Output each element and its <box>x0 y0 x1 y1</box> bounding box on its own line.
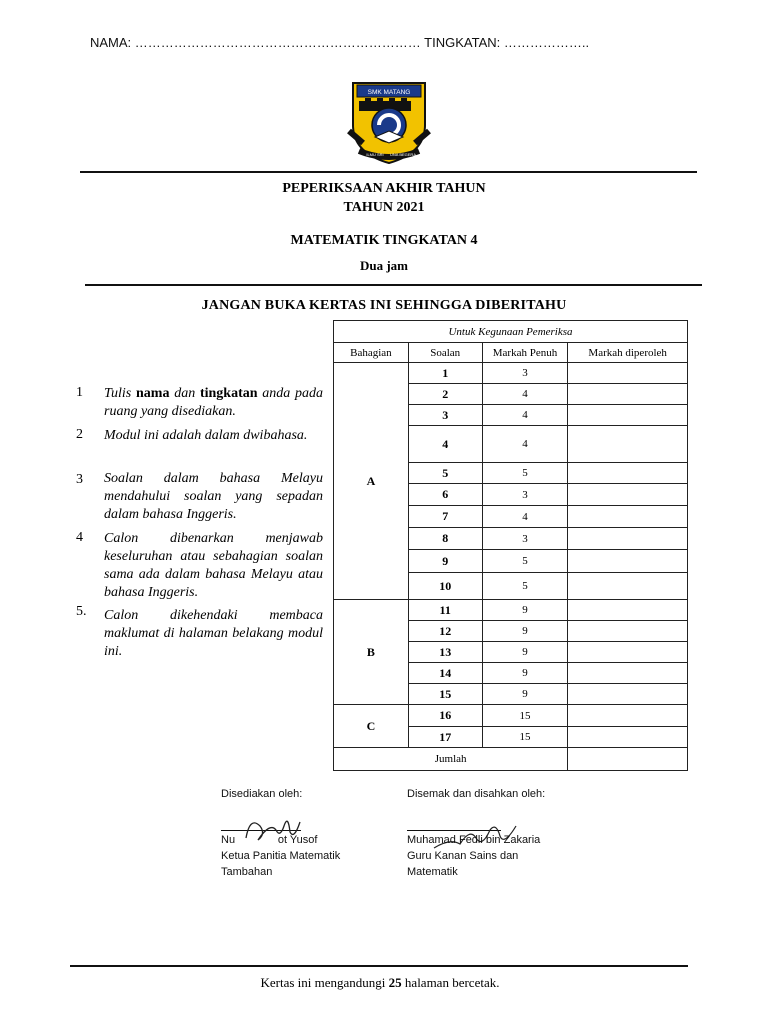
question-number: 14 <box>408 663 482 684</box>
question-number: 17 <box>408 727 482 748</box>
full-mark: 9 <box>482 684 568 705</box>
mark-obtained-cell[interactable] <box>568 506 688 528</box>
header-markah-diperoleh: Markah diperoleh <box>568 343 688 363</box>
mark-obtained-cell[interactable] <box>568 405 688 426</box>
instruction-2: Modul ini adalah dalam dwibahasa. <box>104 428 308 443</box>
full-mark: 4 <box>482 426 568 463</box>
instruction-1: Tulis nama dan tingkatan anda pada ruang yang disediakan. <box>104 386 324 419</box>
full-mark: 4 <box>482 384 568 405</box>
mark-obtained-cell[interactable] <box>568 550 688 573</box>
full-mark: 9 <box>482 642 568 663</box>
question-number: 2 <box>408 384 482 405</box>
preparer-role-cont: Tambahan <box>221 866 273 878</box>
logo-school-text: SMK MATANG <box>367 89 411 96</box>
total-label: Jumlah <box>334 748 568 771</box>
full-mark: 15 <box>482 705 568 727</box>
question-number: 10 <box>408 573 482 600</box>
mark-obtained-cell[interactable] <box>568 573 688 600</box>
question-number: 11 <box>408 600 482 621</box>
question-number: 8 <box>408 528 482 550</box>
header-markah-penuh: Markah Penuh <box>482 343 568 363</box>
mark-obtained-cell[interactable] <box>568 663 688 684</box>
full-mark: 3 <box>482 484 568 506</box>
warning-text: JANGAN BUKA KERTAS INI SEHINGGA DIBERITAHU <box>201 298 567 313</box>
full-mark: 3 <box>482 363 568 384</box>
verifier-role-cont: Matematik <box>407 866 458 878</box>
instruction-number: 5. <box>76 604 87 619</box>
mark-obtained-cell[interactable] <box>568 484 688 506</box>
mark-obtained-cell[interactable] <box>568 363 688 384</box>
duration: Dua jam <box>359 258 409 273</box>
logo-motto-left: ILMU SRI <box>366 152 384 157</box>
full-mark: 5 <box>482 573 568 600</box>
instruction-3: Soalan dalam bahasa Melayu mendahului soalan yang sepadan dalam bahasa Inggeris. <box>104 471 323 522</box>
mark-obtained-cell[interactable] <box>568 463 688 484</box>
mark-obtained-cell[interactable] <box>568 384 688 405</box>
top-rule <box>80 171 697 173</box>
mark-obtained-cell[interactable] <box>568 705 688 727</box>
exam-title: PEPERIKSAAN AKHIR TAHUN <box>282 181 486 196</box>
verified-by-label: Disemak dan disahkan oleh: <box>407 788 546 800</box>
question-number: 3 <box>408 405 482 426</box>
prepared-by-label: Disediakan oleh: <box>221 788 303 800</box>
full-mark: 3 <box>482 528 568 550</box>
page-count-note: Kertas ini mengandungi 25 halaman bercetak. <box>260 975 500 990</box>
instruction-number: 1 <box>76 385 83 400</box>
question-number: 4 <box>408 426 482 463</box>
total-mark-cell[interactable] <box>568 748 688 771</box>
full-mark: 9 <box>482 621 568 642</box>
question-number: 13 <box>408 642 482 663</box>
verifier-role: Guru Kanan Sains dan <box>407 850 519 862</box>
question-number: 9 <box>408 550 482 573</box>
table-caption: Untuk Kegunaan Pemeriksa <box>334 321 688 343</box>
question-number: 5 <box>408 463 482 484</box>
question-number: 1 <box>408 363 482 384</box>
full-mark: 15 <box>482 727 568 748</box>
mark-obtained-cell[interactable] <box>568 642 688 663</box>
section-a: A <box>334 363 409 600</box>
full-mark: 4 <box>482 405 568 426</box>
question-number: 15 <box>408 684 482 705</box>
verifier-name: Muhamad Fedli bin Zakaria <box>407 834 541 846</box>
mark-obtained-cell[interactable] <box>568 528 688 550</box>
instruction-4: Calon dibenarkan menjawab keseluruhan atau sebahagian soalan sama ada dalam bahasa Melayu atau bahasa Inggeris. <box>104 531 323 600</box>
question-number: 6 <box>408 484 482 506</box>
full-mark: 9 <box>482 600 568 621</box>
footer-rule <box>70 965 688 967</box>
full-mark: 9 <box>482 663 568 684</box>
mid-rule <box>85 284 702 286</box>
instruction-5: Calon dikehendaki membaca maklumat di halaman belakang modul ini. <box>104 608 323 659</box>
mark-obtained-cell[interactable] <box>568 621 688 642</box>
preparer-name: Nu ot Yusof <box>221 834 318 846</box>
instruction-number: 4 <box>76 530 83 545</box>
question-number: 12 <box>408 621 482 642</box>
instruction-number: 2 <box>76 427 83 442</box>
preparer-role: Ketua Panitia Matematik <box>221 850 341 862</box>
question-number: 7 <box>408 506 482 528</box>
mark-obtained-cell[interactable] <box>568 426 688 463</box>
header-bahagian: Bahagian <box>334 343 409 363</box>
full-mark: 5 <box>482 550 568 573</box>
question-number: 16 <box>408 705 482 727</box>
mark-obtained-cell[interactable] <box>568 684 688 705</box>
name-class-line: NAMA: ………………………………………………………… TINGKATAN: ……………….. <box>90 35 590 50</box>
instruction-number: 3 <box>76 472 83 487</box>
full-mark: 4 <box>482 506 568 528</box>
header-soalan: Soalan <box>408 343 482 363</box>
section-c: C <box>334 705 409 748</box>
school-logo <box>345 73 433 165</box>
examiner-table <box>333 320 688 771</box>
full-mark: 5 <box>482 463 568 484</box>
exam-year: TAHUN 2021 <box>343 200 425 215</box>
logo-motto-right: UNA BEGERA <box>389 152 417 157</box>
section-b: B <box>334 600 409 705</box>
subject-title: MATEMATIK TINGKATAN 4 <box>290 233 478 248</box>
mark-obtained-cell[interactable] <box>568 727 688 748</box>
mark-obtained-cell[interactable] <box>568 600 688 621</box>
